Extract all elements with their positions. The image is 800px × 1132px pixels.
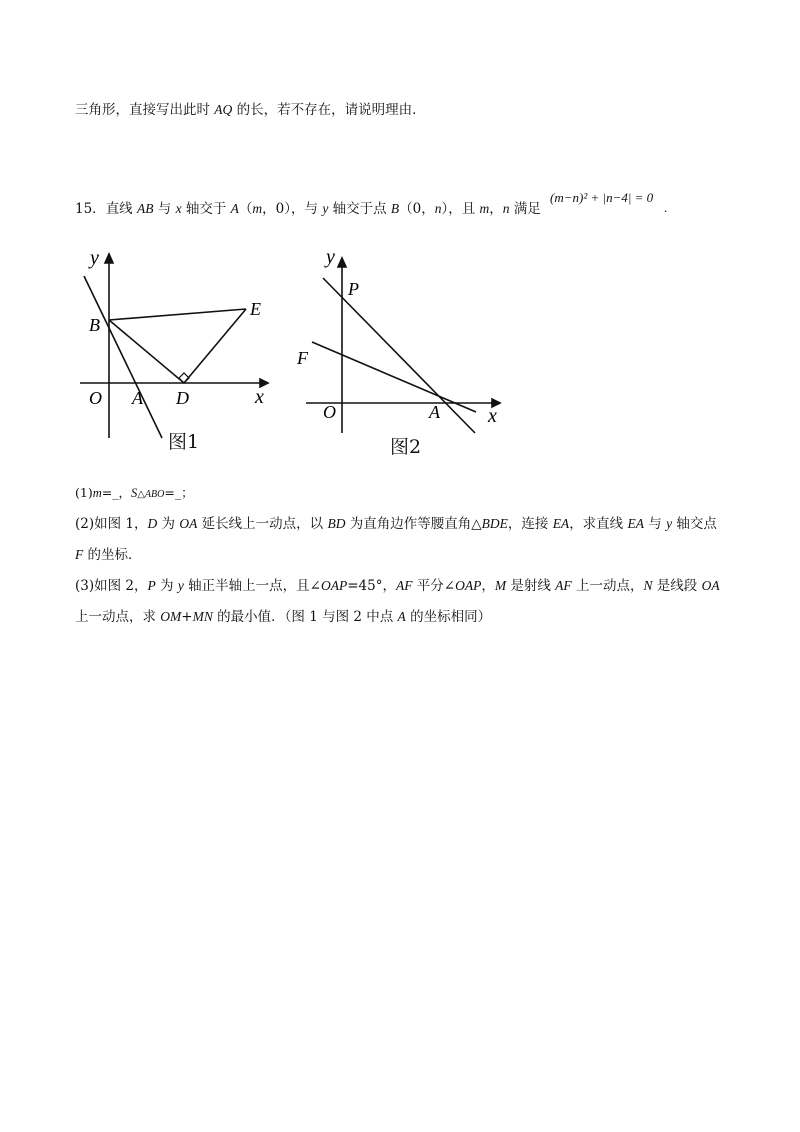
label-o: O: [323, 402, 336, 422]
label-x: x: [488, 405, 497, 427]
label-p: P: [348, 279, 359, 299]
label-d: D: [176, 388, 189, 408]
label-e: E: [250, 299, 261, 319]
sub-question-3-cont: 上一动点，求 OM+MN 的最小值．（图 1 与图 2 中点 A 的坐标相同）: [75, 609, 492, 625]
sub-question-2-cont: F 的坐标．: [75, 547, 142, 563]
y-axis-arrow: [105, 254, 113, 263]
figure-1: [72, 240, 282, 455]
question-number: 15．: [75, 201, 106, 217]
label-a: A: [132, 388, 143, 408]
sub-question-2: (2)如图 1，D 为 OA 延长线上一动点，以 BD 为直角边作等腰直角△BDE，连接 EA，求直线 EA 与 y 轴交点: [75, 516, 717, 532]
label-f: F: [297, 348, 308, 368]
sub-question-1: (1)m=_，S△ABO=_；: [75, 485, 194, 500]
y-axis-arrow: [338, 258, 346, 267]
segment-de: [184, 309, 246, 383]
segment-be: [109, 309, 246, 320]
label-y: y: [90, 247, 99, 269]
formula-period: .: [664, 200, 668, 215]
line-ap: [323, 278, 475, 433]
label-y: y: [326, 246, 335, 268]
label-o: O: [89, 388, 102, 408]
label-x: x: [255, 386, 264, 408]
label-b: B: [89, 315, 100, 335]
question-15-stem: 15．直线 AB 与 x 轴交于 A（m，0），与 y 轴交于点 B（0，n），且 m，n 满足: [75, 201, 541, 217]
figure-2-caption: 图2: [390, 436, 422, 458]
figure-2-diagram: [292, 240, 512, 455]
condition-formula: (m−n)² + |n−4| = 0: [550, 190, 654, 205]
ray-af: [312, 342, 476, 412]
line-ab: [84, 276, 162, 438]
line-continuation: 三角形，直接写出此时 AQ 的长，若不存在，请说明理由．: [75, 102, 426, 118]
figure-1-caption: 图1: [168, 431, 200, 453]
figure-2: [292, 240, 512, 455]
label-a: A: [429, 402, 440, 422]
figure-1-diagram: [72, 240, 282, 455]
sub-question-3: (3)如图 2，P 为 y 轴正半轴上一点，且∠OAP=45°，AF 平分∠OAP，M 是射线 AF 上一动点，N 是线段 OA: [75, 578, 720, 594]
